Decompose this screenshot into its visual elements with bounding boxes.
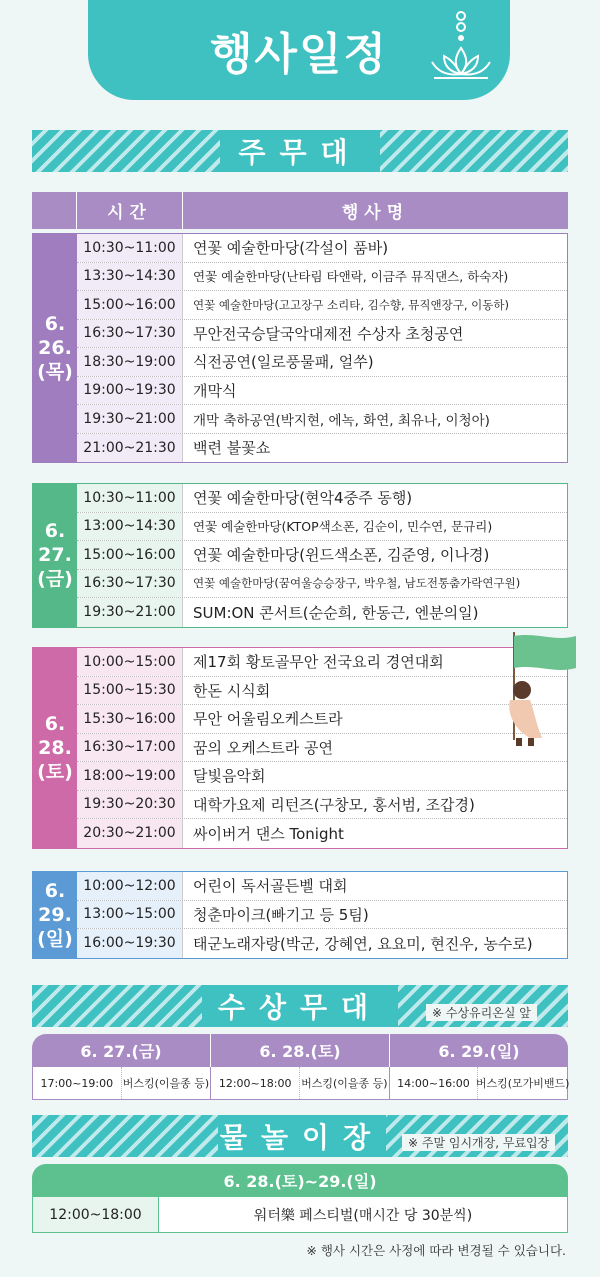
water-event: 버스킹(이을종 등) <box>122 1077 210 1090</box>
row-time: 19:30~21:00 <box>77 405 183 433</box>
row-event: 대학가요제 리턴즈(구창모, 홍서범, 조갑경) <box>193 795 475 814</box>
row-time: 13:30~14:30 <box>77 263 183 291</box>
title-banner <box>88 0 510 100</box>
row-time: 19:30~20:30 <box>77 791 183 819</box>
schedule-header <box>32 192 568 229</box>
row-time: 21:00~21:30 <box>77 434 183 463</box>
row-time: 19:30~21:00 <box>77 598 183 627</box>
row-time: 16:30~17:30 <box>77 570 183 598</box>
pool-time: 12:00~18:00 <box>33 1197 159 1232</box>
day-rows <box>77 234 567 462</box>
water-date: 6. 28.(토) <box>210 1034 389 1067</box>
water-cell <box>33 1067 210 1099</box>
row-event: 연꽃 예술한마당(각설이 품바) <box>193 239 389 258</box>
row-event: 연꽃 예술한마당(고고장구 소리타, 김수향, 뮤직앤장구, 이동하) <box>193 297 509 312</box>
day-0626 <box>32 233 568 463</box>
pool-note: ※ 주말 임시개장, 무료입장 <box>402 1134 555 1151</box>
row-time: 10:30~11:00 <box>77 234 183 262</box>
water-stage-table <box>32 1034 568 1100</box>
day-rows <box>77 872 567 958</box>
lotus-icon <box>430 10 492 82</box>
row-time: 13:00~14:30 <box>77 513 183 541</box>
water-stage-title: 수상무대 <box>202 985 398 1027</box>
header-event: 행사명 <box>182 192 568 229</box>
row-event: 태군노래자랑(박군, 강혜연, 요요미, 현진우, 농수로) <box>193 934 533 953</box>
table-row <box>77 484 567 513</box>
row-event: 개막식 <box>193 381 237 400</box>
water-stage-body <box>32 1067 568 1100</box>
table-row <box>77 570 567 599</box>
table-row <box>77 677 567 706</box>
main-stage-bar <box>32 130 568 172</box>
table-row <box>77 762 567 791</box>
row-event: SUM:ON 콘서트(순순희, 한동근, 엔분의일) <box>193 603 479 622</box>
table-row <box>77 648 567 677</box>
row-event: 연꽃 예술한마당(난타림 타앤락, 이금주 뮤직댄스, 하숙자) <box>193 269 509 285</box>
water-stage-note: ※ 수상유리온실 앞 <box>426 1004 537 1021</box>
day-0629 <box>32 871 568 959</box>
pool-body <box>32 1197 568 1233</box>
flag-girl-illustration <box>496 628 580 748</box>
table-row <box>77 348 567 377</box>
water-event: 버스킹(모가비밴드) <box>475 1077 570 1090</box>
day-rows <box>77 484 567 627</box>
row-event: 무안 어울림오케스트라 <box>193 710 343 729</box>
row-time: 16:30~17:00 <box>77 734 183 762</box>
pool-table <box>32 1164 568 1233</box>
day-rows <box>77 648 567 848</box>
date-label: 6. 27. (금) <box>33 484 77 627</box>
row-time: 20:30~21:00 <box>77 819 183 848</box>
table-row <box>77 901 567 930</box>
date-label: 6. 29. (일) <box>33 872 77 958</box>
row-event: 싸이버거 댄스 Tonight <box>193 824 344 843</box>
table-row <box>77 734 567 763</box>
table-row <box>77 513 567 542</box>
page-title: 행사일정 <box>209 29 388 80</box>
row-time: 16:00~19:30 <box>77 929 183 958</box>
row-event: 꿈의 오케스트라 공연 <box>193 738 333 757</box>
header-time: 시간 <box>76 192 182 229</box>
table-row <box>77 434 567 463</box>
footnote: ※ 행사 시간은 사정에 따라 변경될 수 있습니다. <box>306 1243 566 1258</box>
day-0628 <box>32 647 568 849</box>
water-cell <box>210 1067 388 1099</box>
date-label: 6. 26. (목) <box>33 234 77 462</box>
table-row <box>77 377 567 406</box>
row-event: 식전공연(일로풍물패, 얼쑤) <box>193 353 374 372</box>
row-event: 개막 축하공연(박지현, 에녹, 화연, 최유나, 이청아) <box>193 412 490 429</box>
row-event: 청춘마이크(빠기고 등 5팀) <box>193 905 369 924</box>
row-event: 연꽃 예술한마당(꿈여울승승장구, 박우철, 남도전통춤가락연구원) <box>193 576 521 591</box>
table-row <box>77 791 567 820</box>
row-time: 10:00~15:00 <box>77 648 183 676</box>
row-time: 13:00~15:00 <box>77 901 183 929</box>
water-time: 12:00~18:00 <box>211 1067 300 1099</box>
pool-title: 물놀이장 <box>218 1115 386 1157</box>
row-time: 10:00~12:00 <box>77 872 183 900</box>
water-stage-header <box>32 1034 568 1067</box>
row-event: 제17회 황토골무안 전국요리 경연대회 <box>193 653 444 672</box>
date-label: 6. 28. (토) <box>33 648 77 848</box>
row-event: 한돈 시식회 <box>193 681 271 700</box>
water-date: 6. 29.(일) <box>389 1034 568 1067</box>
row-event: 백련 불꽃쇼 <box>193 439 271 458</box>
row-time: 18:00~19:00 <box>77 762 183 790</box>
row-event: 달빛음악회 <box>193 767 266 786</box>
row-event: 연꽃 예술한마당(현악4중주 동행) <box>193 489 413 508</box>
pool-event: 워터樂 페스티벌(매시간 당 30분씩) <box>253 1207 473 1224</box>
pool-date: 6. 28.(토)~29.(일) <box>32 1164 568 1197</box>
table-row <box>77 541 567 570</box>
table-row <box>77 405 567 434</box>
header-blank <box>32 192 76 229</box>
row-time: 15:30~16:00 <box>77 705 183 733</box>
table-row <box>77 929 567 958</box>
row-event: 연꽃 예술한마당(KTOP색소폰, 김순이, 민수연, 문규리) <box>193 519 493 535</box>
water-time: 14:00~16:00 <box>390 1067 479 1099</box>
table-row <box>77 705 567 734</box>
row-time: 15:00~15:30 <box>77 677 183 705</box>
row-time: 15:00~16:00 <box>77 291 183 319</box>
day-0627 <box>32 483 568 628</box>
row-time: 19:00~19:30 <box>77 377 183 405</box>
row-time: 10:30~11:00 <box>77 484 183 512</box>
table-row <box>77 819 567 848</box>
row-time: 15:00~16:00 <box>77 541 183 569</box>
table-row <box>77 234 567 263</box>
water-time: 17:00~19:00 <box>33 1067 122 1099</box>
row-time: 16:30~17:30 <box>77 320 183 348</box>
row-event: 어린이 독서골든벨 대회 <box>193 877 348 896</box>
main-stage-title: 주무대 <box>220 130 380 172</box>
table-row <box>77 263 567 292</box>
water-date: 6. 27.(금) <box>80 1042 162 1061</box>
table-row <box>77 598 567 627</box>
table-row <box>77 291 567 320</box>
row-event: 무안전국승달국악대제전 수상자 초청공연 <box>193 324 464 343</box>
table-row <box>77 872 567 901</box>
water-event: 버스킹(이을종 등) <box>301 1077 388 1090</box>
water-cell <box>389 1067 570 1099</box>
row-time: 18:30~19:00 <box>77 348 183 376</box>
row-event: 연꽃 예술한마당(윈드색소폰, 김준영, 이나경) <box>193 546 490 565</box>
table-row <box>77 320 567 349</box>
